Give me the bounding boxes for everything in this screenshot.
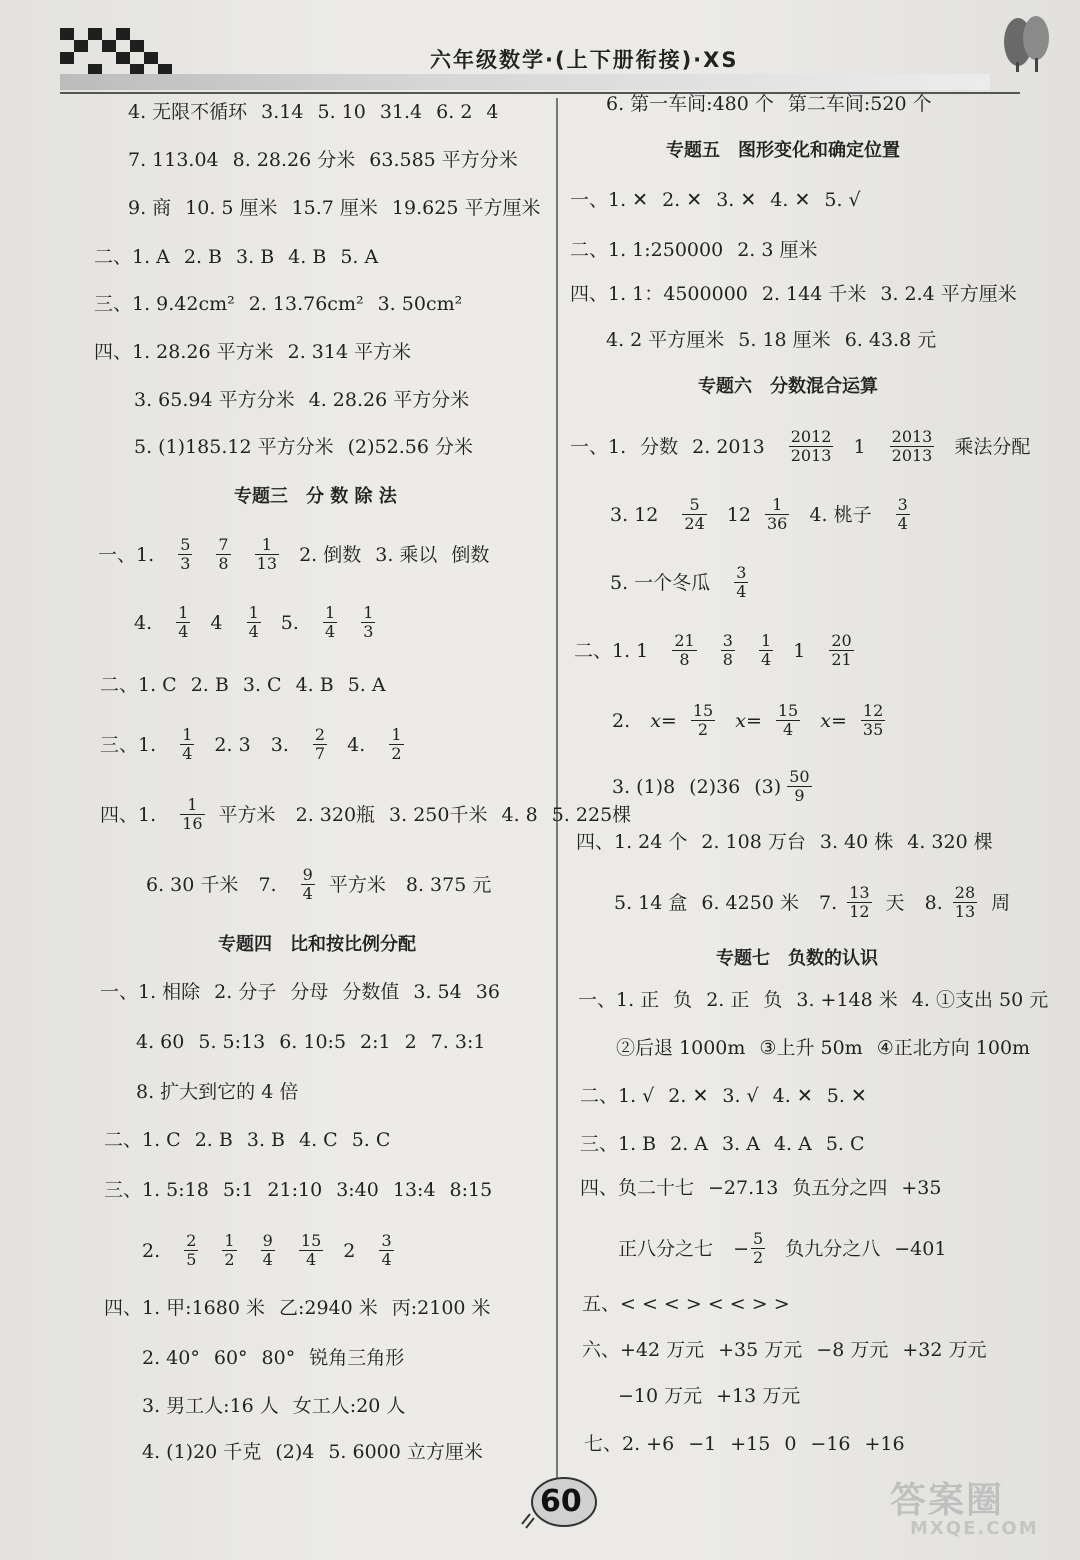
answer-line: 2. 40° 60° 80° 锐角三角形 <box>142 1347 405 1369</box>
answer-line: 4. 无限不循环 3.14 5. 10 31.4 6. 2 4 <box>128 101 499 123</box>
answer-line: 4. $\frac{1}{4}$ 4 $\frac{1}{4}$ 5. $\frac{1}{4}$ $\frac{1}{3}$ <box>134 603 374 641</box>
answer-line: 四、负二十七 −27.13 负五分之四 +35 <box>580 1177 942 1199</box>
answer-line: 5. (1)185.12 平方分米 (2)52.56 分米 <box>134 436 473 458</box>
answer-line: 二、1. C 2. B 3. B 4. C 5. C <box>104 1129 391 1151</box>
answer-line: 2. $\frac{2}{5}$ $\frac{1}{2}$ $\frac{9}{4}$ $\frac{15}{4}$ 2 $\frac{3}{4}$ <box>142 1231 392 1269</box>
answer-line: 6. 第一车间:480 个 第二车间:520 个 <box>606 93 932 115</box>
answer-line: 三、1. B 2. A 3. A 4. A 5. C <box>580 1133 865 1155</box>
answer-line: 二、1. 1:250000 2. 3 厘米 <box>570 239 818 261</box>
answer-line: 五、< < < > < < > > <box>582 1293 790 1315</box>
answer-line: ②后退 1000m ③上升 50m ④正北方向 100m <box>616 1037 1031 1059</box>
tree-icon <box>996 14 1056 74</box>
header-bar <box>60 74 990 90</box>
section-heading-3: 专题三 分 数 除 法 <box>234 486 397 507</box>
answer-line: 9. 商 10. 5 厘米 15.7 厘米 19.625 平方厘米 <box>128 197 541 219</box>
section-heading-4: 专题四 比和按比例分配 <box>218 934 416 955</box>
answer-line: 7. 113.04 8. 28.26 分米 63.585 平方分米 <box>128 149 518 171</box>
answer-line: 3. 男工人:16 人 女工人:20 人 <box>142 1395 406 1417</box>
answer-line: 二、1. √ 2. ✕ 3. √ 4. ✕ 5. ✕ <box>580 1085 867 1107</box>
section-heading-6: 专题六 分数混合运算 <box>698 376 878 397</box>
checker-logo <box>60 28 172 76</box>
watermark: 答案圈 MXQE.COM <box>890 1480 1039 1539</box>
answer-line: 4. (1)20 千克 (2)4 5. 6000 立方厘米 <box>142 1441 483 1463</box>
answer-line: 二、1. A 2. B 3. B 4. B 5. A <box>94 246 379 268</box>
answer-line: 一、1. 相除 2. 分子 分母 分数值 3. 54 36 <box>100 981 500 1003</box>
answer-line: 4. 2 平方厘米 5. 18 厘米 6. 43.8 元 <box>606 329 937 351</box>
answer-line: 一、1. ✕ 2. ✕ 3. ✕ 4. ✕ 5. √ <box>570 189 861 211</box>
answer-line: 4. 60 5. 5:13 6. 10:5 2:1 2 7. 3:1 <box>136 1031 486 1053</box>
answer-line: 六、+42 万元 +35 万元 −8 万元 +32 万元 <box>582 1339 987 1361</box>
page-number: 60 <box>520 1474 600 1534</box>
answer-line: 一、1. 分数 2. 2013 $\frac{2012}{2013}$ 1 $\frac{2013}{2013}$ 乘法分配 <box>570 427 1031 465</box>
answer-line: 5. 14 盒 6. 4250 米 7. $\frac{13}{12}$ 天 8. $\frac{28}{13}$ 周 <box>614 883 1011 921</box>
answer-line: 6. 30 千米 7. $\frac{9}{4}$ 平方米 8. 375 元 <box>146 865 492 903</box>
section-heading-7: 专题七 负数的认识 <box>716 948 878 969</box>
answer-line: 七、2. +6 −1 +15 0 −16 +16 <box>584 1433 905 1455</box>
answer-line: 一、1. 正 负 2. 正 负 3. +148 米 4. ①支出 50 元 <box>578 989 1049 1011</box>
answer-line: 2. x= $\frac{15}{2}$ x= $\frac{15}{4}$ x= $\frac{12}{35}$ <box>612 701 884 739</box>
answer-line: 一、1. $\frac{5}{3}$ $\frac{7}{8}$ $\frac{1}{13}$ 2. 倒数 3. 乘以 倒数 <box>98 535 490 573</box>
answer-line: 三、1. 5:18 5:1 21:10 3:40 13:4 8:15 <box>104 1179 493 1201</box>
answer-line: 8. 扩大到它的 4 倍 <box>136 1081 299 1103</box>
answer-line: 四、1. $\frac{1}{16}$ 平方米 2. 320瓶 3. 250千米 4. 8 5. 225棵 <box>100 795 632 833</box>
answer-line: 二、1. C 2. B 3. C 4. B 5. A <box>100 674 386 696</box>
header-title: 六年级数学·(上下册衔接)·XS <box>430 48 739 72</box>
column-divider <box>556 98 558 1478</box>
answer-line: 3. 65.94 平方分米 4. 28.26 平方分米 <box>134 389 470 411</box>
answer-line: 三、1. 9.42cm² 2. 13.76cm² 3. 50cm² <box>94 293 463 315</box>
answer-line: −10 万元 +13 万元 <box>618 1385 801 1407</box>
answer-line: 3. 12 $\frac{5}{24}$ 12 $\frac{1}{36}$ 4. 桃子 $\frac{3}{4}$ <box>610 495 908 533</box>
answer-line: 四、1. 28.26 平方米 2. 314 平方米 <box>94 341 412 363</box>
answer-line: 正八分之七 − $\frac{5}{2}$ 负九分之八 −401 <box>618 1229 947 1267</box>
answer-line: 二、1. 1 $\frac{21}{8}$ $\frac{3}{8}$ $\frac{1}{4}$ 1 $\frac{20}{21}$ <box>574 631 852 669</box>
section-heading-5: 专题五 图形变化和确定位置 <box>666 140 900 161</box>
answer-line: 三、1. $\frac{1}{4}$ 2. 3 3. $\frac{2}{7}$ 4. $\frac{1}{2}$ <box>100 725 402 763</box>
answer-line: 3. (1)8 (2)36 (3) $\frac{50}{9}$ <box>612 767 810 805</box>
answer-line: 四、1. 1：4500000 2. 144 千米 3. 2.4 平方厘米 <box>570 283 1017 305</box>
answer-line: 四、1. 甲:1680 米 乙:2940 米 丙:2100 米 <box>104 1297 491 1319</box>
answer-line: 四、1. 24 个 2. 108 万台 3. 40 株 4. 320 棵 <box>576 831 993 853</box>
answer-line: 5. 一个冬瓜 $\frac{3}{4}$ <box>610 563 747 601</box>
